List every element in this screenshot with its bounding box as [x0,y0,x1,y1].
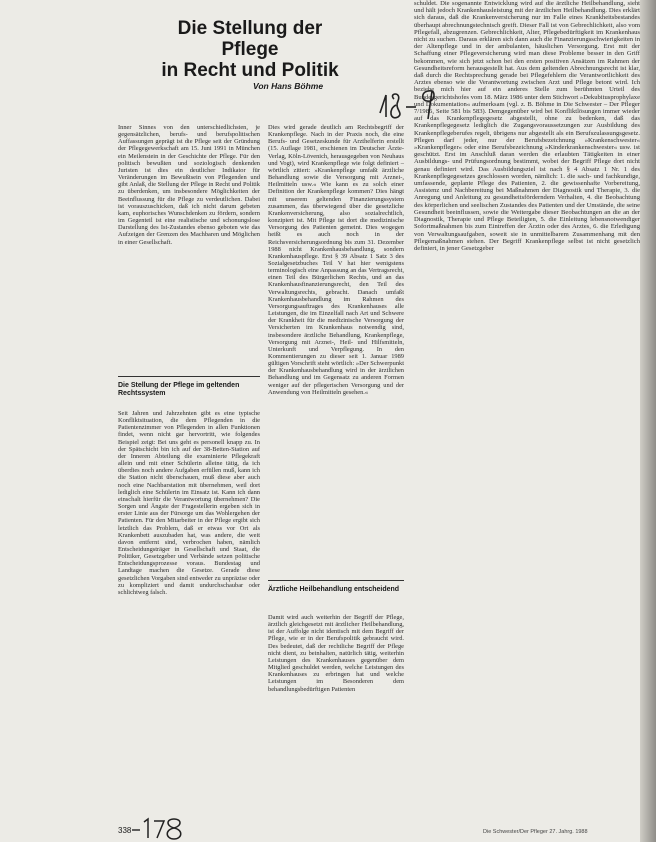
article-author: Von Hans Böhme [253,81,324,91]
article-title-line1: Die Stellung der Pflege [177,18,323,60]
column1-top-text: Inner Sinnes von den unterschiedlichsten, je gegensätzlichen, berufs- und berufspolitischen Auffassungen geprägt ist die Pflege seit der Gründung der Pflegegewerkschaft am 15. Juni 1991 in München ein Meilenstein in der Geschichte der Pflege. Für den politisch bewußten und soziologisch denkenden Juristen ist dies ein deutlicher Indikator für Veränderungen im Bewußtsein von Pflegenden und gibt Anlaß, die Stellung der Pflege in Recht und Politik zu überdenken, um insbesondere Möglichkeiten der Beeinflussung für die Pflege zu verdeutlichen. Dabei ist vorauszuschicken, daß ich nicht darum gebeten kam, euphorisches Wunschdenken zu fördern, sondern im Gegenteil ist eine realistische und schonungslose Darstellung des Ist-Zustandes ebenso geboten wie das Aufzeigen der Grenzen des Machbaren und Möglichen in einer Gesellschaft. [118,124,260,246]
page-number: 338 [118,826,132,835]
page-edge-shadow [640,0,656,842]
column2-top-text: Dies wird gerade deutlich am Rechtsbegriff der Krankenpflege. Nach in der Praxis noch, die eine Berufs- und Gesetzeskunde für Arzthelferin erstellt (15. Auflage 1981, erschienen im Deutscher Ärzte-Verlag, Köln-Lövenich, herausgegeben von Neuhaus und Vogt), wird Krankenpflege wie folgt definiert – wörtlich zitiert: »Krankenpflege umfaßt ärztliche Behandlung sowie die Versorgung mit Arznei-, Heilmitteln usw.« Wie kann es zu solch einer Definition der Krankenpflege kommen? Dies hängt mit unserem geltenden Finanzierungssystem zusammen, das überwiegend über die gesetzliche Krankenversicherung, also sozialrechtlich, konzipiert ist. Mit Pflege ist dort die medizinische Versorgung des Patienten gemeint. Dies wogegen heißt es auch noch in der Reichsversicherungsordnung bis zum 31. Dezember 1988 nicht Krankenhausbehandlung, sondern Krankenhauspflege. Erst § 39 Absatz 1 Satz 3 des Sozialgesetzbuches Teil V hat hier wenigstens terminologisch eine Anpassung an das Vertragsrecht, einen Teil des Bürgerlichen Rechts, und an das Krankenhausfinanzierungsrecht, den Teil des Verwaltungsrechts, gebracht. Danach umfaßt Krankenhausbehandlung im Rahmen des Versorgungsauftrages des Krankenhauses alle Leistungen, die im Einzelfall nach Art und Schwere der Krankheit für die medizinische Versorgung der Versicherten im Krankenhaus notwendig sind, insbesondere ärztliche Behandlung, Krankenpflege, Versorgung mit Arznei-, Heil- und Hilfsmitteln, Unterkunft und Verpflegung. In den Kommentierungen zu dieser seit 1. Januar 1989 gültigen Vorschrift steht wörtlich: »Der Schwerpunkt der Krankenhausbehandlung wird in der ärztlichen Behandlung und im Gegensatz zu anderen Formen weniger auf der pflegerischen Versorgung und der Anwendung von Heilmitteln gesehen.« [268,124,404,396]
article-title [150,18,350,81]
journal-footer: Die Schwester/Der Pfleger 27. Jahrg. 1988 [483,829,588,835]
section-heading-heilbehandlung: Ärztliche Heilbehandlung entscheidend [268,580,404,594]
article-title-line2: in Recht und Politik [161,60,339,81]
column3-text: schuldet. Die sogenannte Entwicklung wird auf die ärztliche Heilbehandlung, sieht und hält jedoch Krankenhausleistung mit der ärztlichen Heilbehandlung. Dies erklärt sich daraus, daß die Krankenversicherung nur im Falle eines Krankheitsbestandes überhaupt abrechnungstechnisch greift. Dieser Fall ist von Gebrechlichkeit, also vom Pflegefall, abzugrenzen. Gebrechlichkeit, Alter, Pflegebedürftigkeit im Krankenhaus nicht zu suchen. Daraus erklären sich dann auch die Finanzierungsschwierigkeiten in der Altenpflege und in der ambulanten, häuslichen Versorgung. Erst mit der Schaffung einer Pflegeversicherung wird man diese Probleme besser in den Griff bekommen, wie sich jetzt schon bei den ersten positiven Ansätzen im Rahmen der Gesundheitsreform herausgestellt hat. Aus dem geltenden Abrechnungsrecht ist klar, daß durch die Rechtsprechung gerade bei Pflegefehlern die Verantwortlichkeit des Arztes ebenso wie die Verantwortung zwischen Arzt und Pflege betont wird. Ich beziehe mich hier auf ein anderes Stelle zum berühmten Urteil des Bundesgerichtshofes vom 18. März 1986 unter dem Stichwort »Dekubitusprophylaxe und Dokumentation« aufmerksam (vgl. z. B. Böhme in Die Schwester – Der Pfleger 7/1986, Seite 581 bis 583). Demgegenüber wird bei Konfliktlösungen immer wieder auf das Krankenpflegegesetz abgestellt, ohne zu bedenken, daß das Krankenpflegegesetz lediglich die Zugangsvoraussetzungen zur Ausbildung des Krankenpflegeberufes regelt, übrigens nur abgestellt als ein Berufszulassungsgesetz. Pflegen darf jeder, nur der Berufsbezeichnung »Krankenschwester« »Krankenpfleger« oder eine Berufsbezeichnung »Kinderkrankenschwester« usw. ist geschützt. Erst im Anschluß daran werden die erlaubten Tätigkeiten in einer Ausbildungs- und Prüfungsordnung bestimmt, wobei der Begriff Pflege dort nicht genau definiert wird. Das Ausbildungsziel ist nach § 4 Absatz 1 Nr. 1 des Krankenpflegegesetzes geschlossen worden, nämlich: 1. die sach- und fachkundige, umfassende, geplante Pflege des Patienten, 2. die gewissenhafte Vorbereitung, Assistenz und Nachbereitung bei Maßnahmen der Diagnostik und Therapie, 3. die Anregung und Anleitung zu gesundheitsförderndem Verhalten, 4. die Beobachtung des körperlichen und seelischen Zustandes des Patienten und der Umstände, die seine Gesundheit beeinflussen, sowie die Weitergabe dieser Beobachtungen an die an der Diagnostik, Therapie und Pflege Beteiligten, 5. die Einleitung lebensnotwendiger Sofortmaßnahmen bis zum Eintreffen der Ärztin oder des Arztes, 6. die Erledigung von Verwaltungsaufgaben, soweit sie in unmittelbarem Zusammenhang mit den Pflegemaßnahmen stehen. Der Begriff Krankenpflege selbst ist nicht gesetzlich definiert, in jener Gesetzgeber [414,0,640,252]
handwritten-annotation-bottom [130,816,190,842]
column1-bottom-text: Seit Jahren und Jahrzehnten gibt es eine typische Konfliktsituation, die dem Pflegenden in die Patientenzimmer von Pflegenden in allen Funktionen findet, wenn nicht gar hervortritt, wie folgendes Beispiel zeigt: Bei uns geht es personell knapp zu. In der Spätschicht bin ich auf der 38-Betten-Station auf der Inneren Abteilung die examinierte Pflegekraft allein und mit einer Schülerin alleine tätig, da ich überdies noch andere Aufgaben erfüllen muß, kann ich die Station nicht überschauen, muß diese aber auch noch eine Nachbarstation mit übernehmen, weil dort lediglich eine Schülerin im Einsatz ist. Kann ich dann einschalt hierfür die Verantwortung übernehmen? Die Sorgen und Ängste der Fragestellerin ergeben sich in erster Linie aus der Fürsorge um das Wohlergehen der Patienten. Für den Mitarbeiter in der Pflege ergibt sich letztlich das Problem, daß er etwas vor Ort als Krankenbett auszubaden hat, was andere, die weit davon entfernt sind, verbrochen haben, nämlich Entscheidungsträger in Gesellschaft und Staat, die Politiker, Gesetzgeber und Verbände setzen politische Entscheidungsprozesse voraus. Bundestag und Landtage machen die Gesetze. Gerade diese gesetzlichen Vorgaben sind entweder zu unpräzise oder zu kompliziert und damit undurchschaubar oder schlichtweg falsch. [118,410,260,596]
section-heading-rechtssystem: Die Stellung der Pflege im geltenden Rechtssystem [118,376,260,398]
column2-bottom-text: Damit wird auch weiterhin der Begriff der Pflege, ärztlich gleichgesetzt mit ärztlicher Heilbehandlung, ist der Auffolge nicht identisch mit dem Begriff der Pflege, wie er in der Berufspolitik gebraucht wird. Des bedeutet, daß der rechtliche Begriff der Pflege nicht dient, zu beinhalten, natürlich tätig, weiterhin Leistungen des Krankenhauses gegenüber dem Mitglied geschuldet werden, welche Leistungen des Krankenhauses zu erbringen hat und welche Leistungen im Besonderen dem behandlungsbedürftigen Patienten [268,614,404,693]
